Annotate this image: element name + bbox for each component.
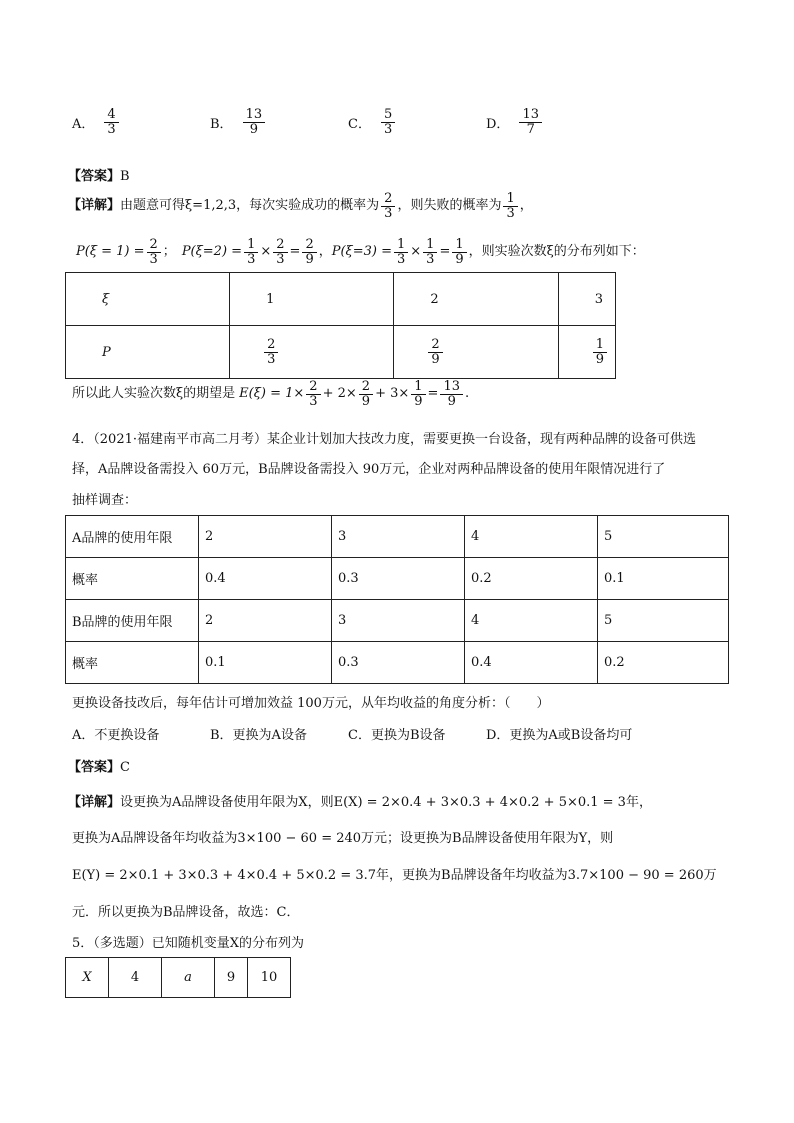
p3-result: $\frac{1}{9}$ [452,238,466,266]
option-a: A．不更换设备 [72,728,160,743]
detail-text: 由题意可得ξ=1,2,3，每次实验成功的概率为 [120,197,380,213]
table-cell: 4 [465,516,598,558]
table-cell: ξ [66,273,230,326]
option-d-fraction: $\frac{13}{7}$ [519,108,542,136]
table-fraction: $\frac{1}{9}$ [593,338,607,366]
question-4-prompt: 更换设备技改后，每年估计可增加效益 100万元，从年均收益的角度分析：（ ） [72,696,550,711]
detail-2-line-2: 更换为A品牌设备年均收益为3×100 − 60 = 240万元；设更换为B品牌设备使用年限为Y，则 [72,831,614,846]
random-variable-table [65,957,291,998]
brand-lifetime-table [65,515,729,684]
table-cell: 1 [230,273,394,326]
expectation-fraction-3: $\frac{1}{9}$ [411,380,425,408]
answer-tag: 【答案】 [68,760,121,775]
table-cell: 概率 [66,642,199,684]
table-cell: B品牌的使用年限 [66,600,199,642]
table-cell: 5 [598,516,729,558]
p3-factor-2: $\frac{1}{3}$ [423,238,437,266]
option-b-fraction: $\frac{13}{9}$ [243,108,266,136]
table-cell: X [66,958,109,998]
table-cell [394,326,558,379]
answer-value: B [120,169,130,184]
plus-term: + 3× [375,385,410,401]
p1-value: $\frac{2}{3}$ [147,238,161,266]
table-row [66,642,729,684]
expectation-fraction-2: $\frac{2}{9}$ [359,380,373,408]
question-4-line-3: 抽样调查： [72,493,138,508]
success-probability: $\frac{2}{3}$ [381,192,395,220]
table-cell: 概率 [66,558,199,600]
table-cell: 2 [199,600,332,642]
option-d: D．更换为A或B设备均可 [486,728,633,743]
answer-2 [68,756,130,775]
table-cell: A品牌的使用年限 [66,516,199,558]
option-a-label: A． [72,116,95,132]
table-cell: 0.3 [332,642,465,684]
table-cell: 2 [394,273,558,326]
table-cell: 0.1 [199,642,332,684]
table-row [66,958,291,998]
period: . [465,385,470,401]
table-cell: 4 [109,958,162,998]
times-sign: × [260,243,272,259]
p3-expression: P(ξ=3) = [331,243,392,259]
p2-expression: P(ξ=2) = [181,243,243,259]
table-cell: 0.3 [332,558,465,600]
answer-value: C [120,760,130,775]
table-fraction: $\frac{2}{9}$ [428,338,442,366]
table-cell: 5 [598,600,729,642]
table-cell: 0.2 [598,642,729,684]
fail-probability: $\frac{1}{3}$ [503,192,517,220]
detail-1-line-1 [68,192,533,220]
expectation-result: $\frac{13}{9}$ [440,380,463,408]
expectation-text: 所以此人实验次数ξ的期望是 [72,385,236,401]
table-cell: 2 [199,516,332,558]
table-cell: 3 [332,516,465,558]
option-c-fraction: $\frac{5}{3}$ [381,108,395,136]
option-b [210,108,267,136]
p3-factor-1: $\frac{1}{3}$ [394,238,408,266]
detail-2-line-4: 元．所以更换为B品牌设备，故选：C． [72,905,300,920]
table-cell: 0.1 [598,558,729,600]
answer-tag: 【答案】 [68,169,121,184]
option-c: C．更换为B设备 [348,728,446,743]
equals-sign: = [289,243,301,259]
option-c-label: C． [348,116,371,132]
option-a [72,108,121,136]
separator: ； [162,243,176,259]
distribution-table-1 [65,272,616,379]
detail-text: ，则失败的概率为 [397,197,502,213]
detail-2-line-1 [68,791,652,810]
table-fraction: $\frac{2}{3}$ [264,338,278,366]
p2-result: $\frac{2}{9}$ [302,238,316,266]
expectation-fraction-1: $\frac{2}{3}$ [306,380,320,408]
table-cell [558,326,615,379]
table-row [66,326,616,379]
expectation-line [72,380,469,408]
detail-tag: 【详解】 [68,795,121,810]
equals-sign: = [439,243,451,259]
answer-1 [68,165,130,184]
question-4-line-2: 择，A品牌设备需投入 60万元，B品牌设备需投入 90万元，企业对两种品牌设备的使用年限情况进行了 [72,462,666,477]
detail-2-line-3: E(Y) = 2×0.1 + 3×0.3 + 4×0.4 + 5×0.2 = 3.7年，更换为B品牌设备年均收益为3.7×100 − 90 = 260万 [72,868,717,883]
detail-1-line-2 [76,238,645,266]
option-b: B．更换为A设备 [210,728,307,743]
table-cell: 0.4 [465,642,598,684]
table-cell: 0.2 [465,558,598,600]
detail-text: ，则实验次数ξ的分布列如下： [468,243,645,259]
detail-text: 设更换为A品牌设备使用年限为X，则E(X) = 2×0.4 + 3×0.3 + 4×0.2 + 5×0.1 = 3年， [120,795,652,810]
plus-term: + 2× [322,385,357,401]
detail-tag: 【详解】 [68,197,121,213]
option-a-fraction: $\frac{4}{3}$ [104,108,118,136]
table-cell: 9 [215,958,248,998]
question-5: 5．（多选题）已知随机变量X的分布列为 [72,936,305,951]
option-d-label: D． [486,116,510,132]
table-cell [230,326,394,379]
equals-sign: = [427,385,439,401]
table-cell: a [162,958,215,998]
table-row [66,273,616,326]
table-cell: 0.4 [199,558,332,600]
detail-text: ， [519,197,533,213]
table-cell: 3 [332,600,465,642]
expectation-lhs: E(ξ) = 1× [239,385,305,401]
comma: ， [318,243,332,259]
table-row [66,516,729,558]
p2-factor-1: $\frac{1}{3}$ [244,238,258,266]
option-b-label: B． [210,116,233,132]
times-sign: × [410,243,422,259]
p2-factor-2: $\frac{2}{3}$ [273,238,287,266]
table-cell: 3 [558,273,615,326]
table-cell: 4 [465,600,598,642]
question-4-line-1: 4．（2021·福建南平市高二月考）某企业计划加大技改力度，需要更换一台设备，现有两种品牌的设备可供选 [72,432,696,447]
option-d [486,108,544,136]
p1-expression: P(ξ = 1) = [76,243,145,259]
table-cell: P [66,326,230,379]
table-row [66,558,729,600]
option-c [348,108,397,136]
table-row [66,600,729,642]
table-cell: 10 [248,958,291,998]
